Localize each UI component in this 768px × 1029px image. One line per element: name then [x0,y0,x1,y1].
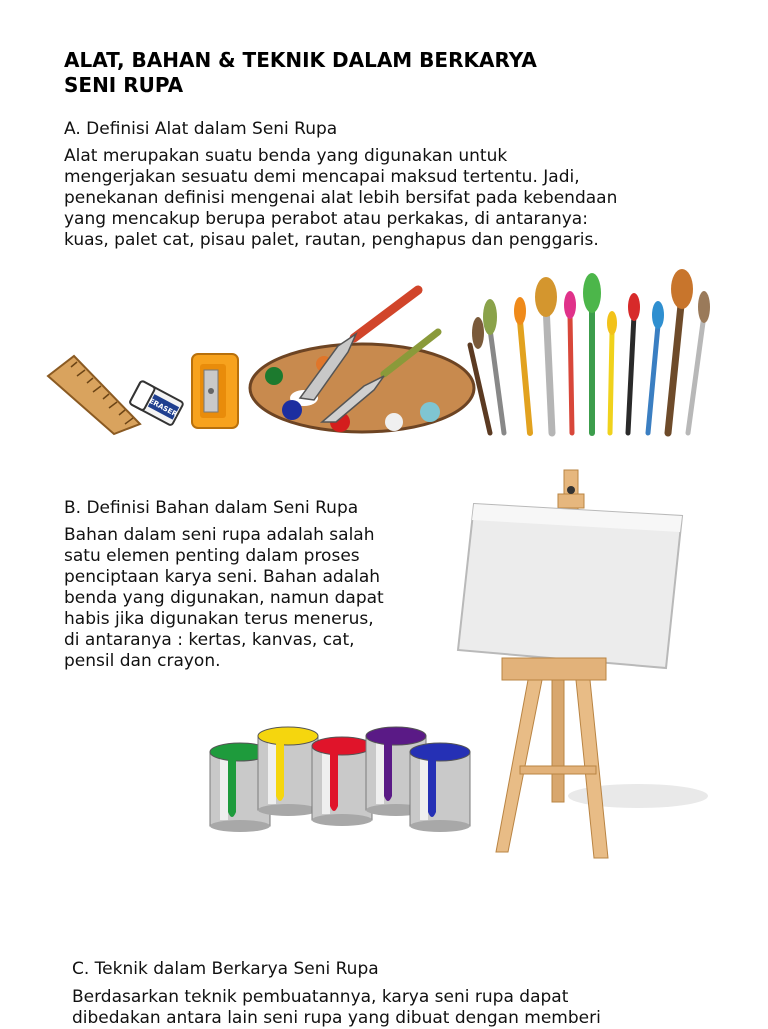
eraser-label: ERASER [147,396,179,419]
paint-can [258,727,318,816]
section-a-line: Alat merupakan suatu benda yang digunakan untuk [64,146,508,166]
palette-icon [244,282,474,434]
section-b-line: benda yang digunakan, namun dapat [64,588,384,608]
paint-can [410,743,470,832]
section-b-heading: B. Definisi Bahan dalam Seni Rupa [64,498,359,518]
section-a-body [64,146,617,251]
section-c-heading: C. Teknik dalam Berkarya Seni Rupa [72,959,379,979]
section-b-line: habis jika digunakan terus menerus, [64,609,374,629]
easel-canvas-icon [448,466,708,864]
title-line-1: ALAT, BAHAN & TEKNIK DALAM BERKARYA [64,48,537,72]
section-b-line: Bahan dalam seni rupa adalah salah [64,525,375,545]
section-b-line: pensil dan crayon. [64,651,221,671]
sharpener-icon [188,350,242,432]
section-a-line: penekanan definisi mengenai alat lebih bersifat pada kebendaan [64,188,618,208]
section-c-body [72,987,601,1029]
brushes-icon [460,285,720,435]
section-b-line: di antaranya : kertas, kanvas, cat, [64,630,355,650]
page-title [64,48,664,98]
section-a-heading: A. Definisi Alat dalam Seni Rupa [64,119,338,139]
section-b-body [64,525,384,672]
section-a-line: kuas, palet cat, pisau palet, rautan, penghapus dan penggaris. [64,230,599,250]
section-c-line: dibedakan antara lain seni rupa yang dibuat dengan memberi [72,1008,601,1028]
section-c-line: Berdasarkan teknik pembuatannya, karya seni rupa dapat [72,987,569,1007]
section-b-line: satu elemen penting dalam proses [64,546,360,566]
section-a-line: yang mencakup berupa perabot atau perkakas, di antaranya: [64,209,588,229]
title-line-2: SENI RUPA [64,73,184,97]
paint-cans-icon [200,722,480,840]
paint-can [312,737,372,826]
section-b-line: penciptaan karya seni. Bahan adalah [64,567,381,587]
eraser-icon [126,376,186,432]
section-a-line: mengerjakan sesuatu demi mencapai maksud tertentu. Jadi, [64,167,580,187]
